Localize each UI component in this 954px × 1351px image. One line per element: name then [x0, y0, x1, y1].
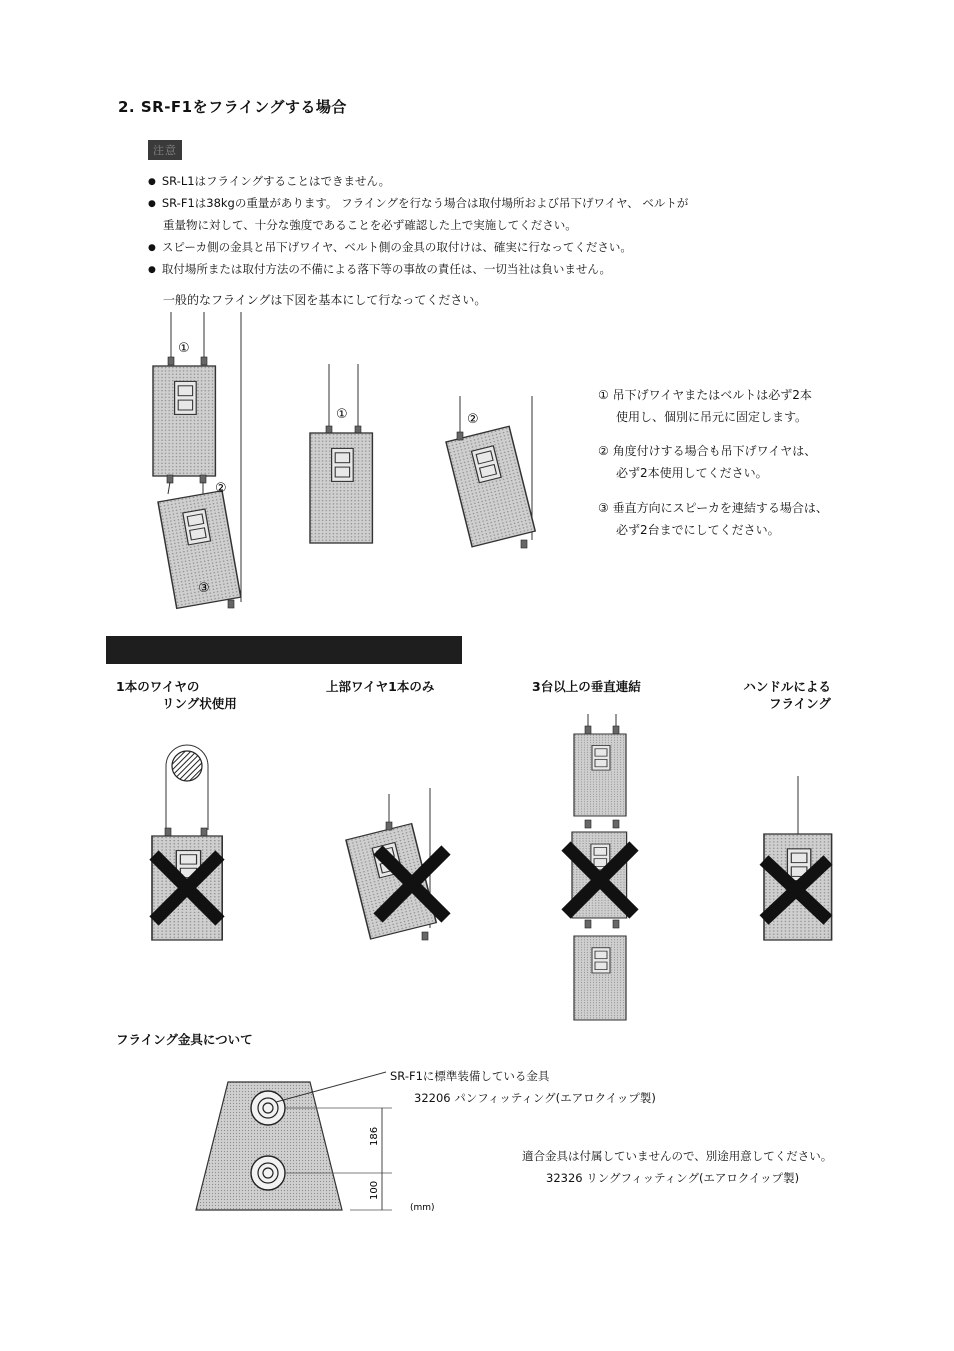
- mark-2: ②: [467, 412, 479, 427]
- bullet-item: ● スピーカ側の金具と吊下げワイヤ、ベルト側の金具の取付けは、確実に行なってください。: [148, 236, 632, 260]
- bullet-item: ● 取付場所または取付方法の不備による落下等の事故の責任は、一切当社は負いません。: [148, 258, 611, 282]
- prohibited-label-1: 1本のワイヤの リング状使用: [116, 679, 237, 711]
- note-2-cont: 必ず2本使用してください。: [616, 466, 768, 480]
- compatible-fitting-note: 適合金具は付属していませんので、別途用意してください。: [522, 1149, 833, 1163]
- prohibited-header-bar: [106, 636, 462, 664]
- bullet-item: ● SR-F1は38kgの重量があります。 フライングを行なう場合は取付場所および吊下げワイヤ、 ベルトが: [148, 192, 688, 216]
- mark-2: ②: [215, 481, 227, 496]
- standard-fitting-label: SR-F1に標準装備している金具: [390, 1069, 550, 1083]
- pan-fitting-icon: [251, 1156, 285, 1190]
- prohibited-label-3: 3台以上の垂直連結: [532, 679, 641, 694]
- mark-1: ①: [336, 407, 348, 422]
- compatible-fitting-part: 32326 リングフィッティング(エアロクイップ製): [546, 1171, 800, 1185]
- intro-text: 一般的なフライングは下図を基本にして行なってください。: [163, 293, 487, 307]
- dim-186: 186: [369, 1126, 380, 1146]
- flying-diagram: [140, 312, 560, 622]
- bullet-item: ● SR-L1はフライングすることはできません。: [148, 170, 390, 194]
- mark-1: ①: [178, 341, 190, 356]
- dim-100: 100: [369, 1180, 380, 1200]
- mark-3: ③: [198, 581, 210, 596]
- pan-fitting-icon: [251, 1091, 285, 1125]
- note-1-cont: 使用し、個別に吊元に固定します。: [616, 410, 808, 424]
- note-1: ① 吊下げワイヤまたはベルトは必ず2本: [598, 388, 812, 402]
- fittings-title: フライング金具について: [116, 1032, 253, 1047]
- caution-badge: 注意: [148, 140, 182, 160]
- standard-fitting-part: 32206 パンフィッティング(エアロクイップ製): [414, 1091, 656, 1105]
- unit-label: (mm): [410, 1203, 435, 1213]
- note-2: ② 角度付けする場合も吊下げワイヤは、: [598, 444, 817, 458]
- prohibited-label-2: 上部ワイヤ1本のみ: [326, 679, 435, 694]
- section-title: 2. SR-F1をフライングする場合: [118, 98, 347, 116]
- prohibited-diagram: [100, 700, 860, 1030]
- note-3: ③ 垂直方向にスピーカを連結する場合は、: [598, 501, 828, 515]
- prohibited-label-4: ハンドルによる フライング: [743, 679, 831, 711]
- fitting-plate-diagram: [190, 1060, 450, 1220]
- note-3-cont: 必ず2台までにしてください。: [616, 523, 780, 537]
- bullet-continuation: 重量物に対して、十分な強度であることを必ず確認した上で実施してください。: [163, 218, 577, 232]
